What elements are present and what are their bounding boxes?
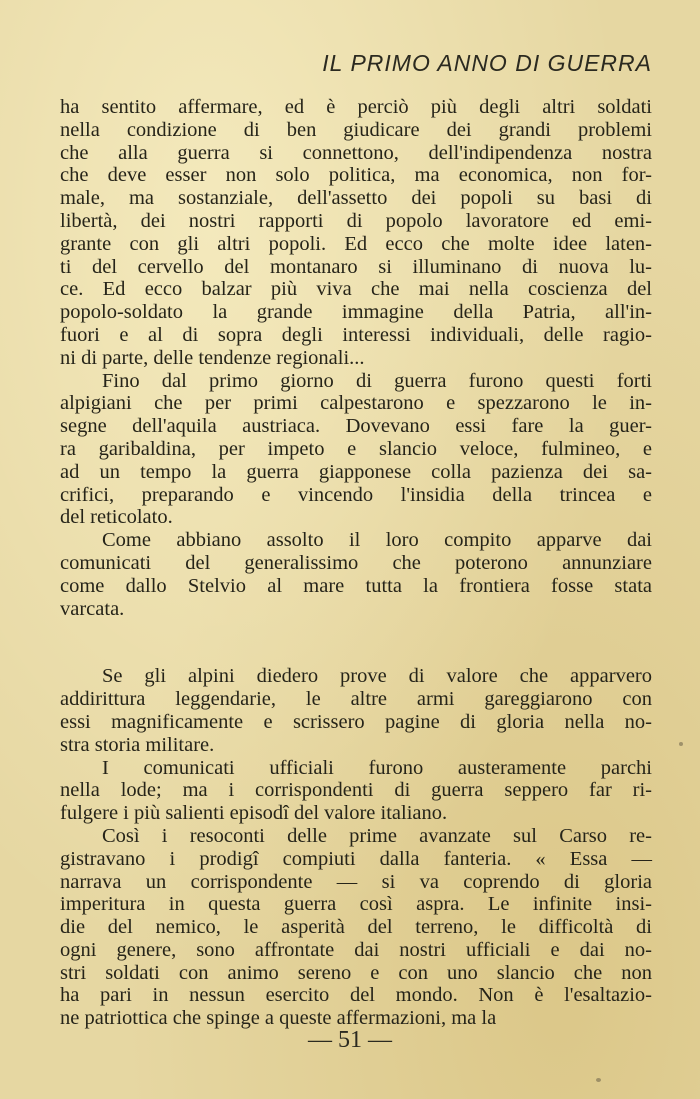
text-line: male, ma sostanziale, dell'assetto dei popoli su basi di [60,187,652,210]
paragraph [60,96,652,370]
text-line: grante con gli altri popoli. Ed ecco che molte idee laten- [60,232,652,255]
text-line: ha pari in nessun esercito del mondo. Non è l'esaltazio- [60,984,652,1007]
paragraph [60,665,652,756]
text-line: ogni genere, sono affrontate dai nostri ufficiali e dai no- [60,938,652,961]
running-head: IL PRIMO ANNO DI GUERRA [322,50,652,76]
text-line: che deve esser non solo politica, ma economica, non for- [60,164,652,187]
text-line: comunicati del generalissimo che poterono annunziare [60,551,652,574]
paragraph [60,825,652,1030]
text-line: che alla guerra si connettono, dell'indipendenza nostra [60,141,652,164]
text-line: ne patriottica che spinge a queste affermazioni, ma la [60,1007,497,1030]
text-line: stri soldati con animo sereno e con uno slancio che non [60,961,652,984]
paragraph [60,529,652,620]
text-line: segne dell'aquila austriaca. Dovevano essi fare la guer- [60,415,652,438]
text-line: ha sentito affermare, ed è perciò più degli altri soldati [60,96,652,118]
body-text [60,96,652,1030]
paper-speck [679,742,683,746]
paper-speck [596,1078,601,1082]
text-line: gistravano i prodigî compiuti dalla fanteria. « Essa — [60,847,652,870]
text-line: die del nemico, le asperità del terreno, le difficoltà di [60,916,652,939]
text-line: ad un tempo la guerra giapponese colla pazienza dei sa- [60,460,652,483]
paragraph-gap [60,620,652,665]
text-line: fuori e al di sopra degli interessi individuali, delle ragio- [60,323,652,346]
text-line: Fino dal primo giorno di guerra furono questi forti [102,369,652,392]
text-line: alpigiani che per primi calpestarono e spezzarono le in- [60,392,652,415]
text-line: Così i resoconti delle prime avanzate sul Carso re- [102,824,652,847]
text-line: ce. Ed ecco balzar più viva che mai nella coscienza del [60,278,652,301]
page-number: — 51 — [308,1027,392,1053]
text-line: crifici, preparando e vincendo l'insidia della trincea e [60,483,652,506]
text-line: del reticolato. [60,506,173,529]
text-line: Come abbiano assolto il loro compito apparve dai [102,529,652,552]
text-line: essi magnificamente e scrissero pagine di gloria nella no- [60,710,652,733]
text-line: come dallo Stelvio al mare tutta la frontiera fosse stata [60,574,652,597]
text-line: fulgere i più salienti episodî del valore italiano. [60,802,448,825]
text-line: varcata. [60,597,125,620]
text-line: imperitura in questa guerra così aspra. Le infinite insi- [60,893,652,916]
text-line: addirittura leggendarie, le altre armi gareggiarono con [60,688,652,711]
paragraph [60,757,652,825]
text-line: narrava un corrispondente — si va coprendo di gloria [60,870,652,893]
text-line: I comunicati ufficiali furono austeramente parchi [102,756,652,779]
text-line: ra garibaldina, per impeto e slancio veloce, fulmineo, e [60,437,652,460]
paragraph [60,370,652,530]
text-line: nella lode; ma i corrispondenti di guerra seppero far ri- [60,779,652,802]
text-line: ni di parte, delle tendenze regionali... [60,346,365,369]
text-line: Se gli alpini diedero prove di valore che apparvero [102,665,652,688]
text-line: stra storia militare. [60,733,215,756]
text-line: ti del cervello del montanaro si illuminano di nuova lu- [60,255,652,278]
text-line: nella condizione di ben giudicare dei grandi problemi [60,118,652,141]
text-line: popolo-soldato la grande immagine della Patria, all'in- [60,301,652,324]
text-line: libertà, dei nostri rapporti di popolo lavoratore ed emi- [60,209,652,232]
